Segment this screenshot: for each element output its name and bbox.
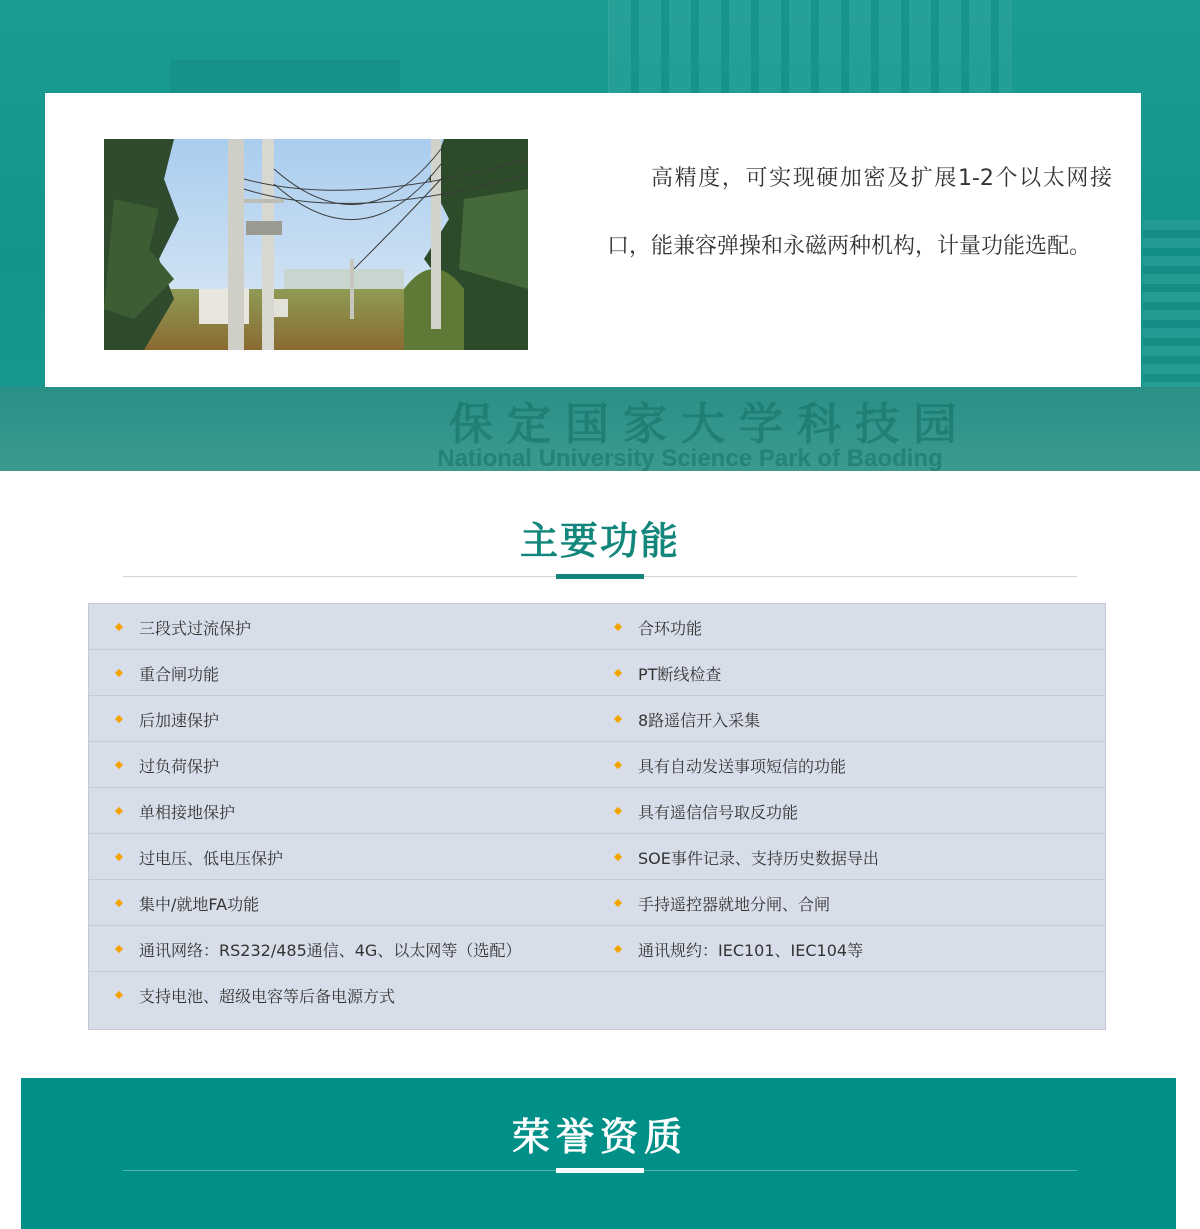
background-building xyxy=(1143,220,1200,390)
feature-item xyxy=(115,696,219,742)
table-row xyxy=(89,696,1105,742)
feature-label: 单相接地保护 xyxy=(139,802,236,822)
feature-label: SOE事件记录、支持历史数据导出 xyxy=(638,848,879,868)
background-sign-en: National University Science Park of Baoding xyxy=(437,445,943,471)
intro-card xyxy=(45,93,1141,387)
feature-label: 合环功能 xyxy=(638,618,703,638)
feature-item xyxy=(614,604,702,650)
feature-label: 通讯规约：IEC101、IEC104等 xyxy=(638,940,864,960)
feature-table xyxy=(88,603,1106,1030)
features-title: 主要功能 xyxy=(519,519,680,563)
feature-label: 具有遥信信号取反功能 xyxy=(638,802,799,822)
feature-label: 手持遥控器就地分闸、合闸 xyxy=(638,894,831,914)
diamond-bullet-icon xyxy=(614,669,622,677)
feature-label: PT断线检查 xyxy=(638,664,722,684)
feature-label: 重合闸功能 xyxy=(139,664,220,684)
feature-item xyxy=(614,880,830,926)
diamond-bullet-icon xyxy=(115,715,123,723)
diamond-bullet-icon xyxy=(614,807,622,815)
diamond-bullet-icon xyxy=(614,945,622,953)
background-building xyxy=(608,0,1012,95)
diamond-bullet-icon xyxy=(115,945,123,953)
table-row xyxy=(89,788,1105,834)
feature-label: 后加速保护 xyxy=(139,710,220,730)
honors-title-underline xyxy=(556,1168,644,1173)
background-sign-cn: 保定国家大学科技园 xyxy=(449,399,971,450)
diamond-bullet-icon xyxy=(115,853,123,861)
feature-label: 支持电池、超级电容等后备电源方式 xyxy=(139,986,396,1006)
feature-item xyxy=(614,834,879,880)
diamond-bullet-icon xyxy=(614,853,622,861)
feature-item xyxy=(614,650,721,696)
feature-item xyxy=(614,788,798,834)
diamond-bullet-icon xyxy=(115,623,123,631)
feature-label: 三段式过流保护 xyxy=(139,618,252,638)
feature-label: 集中/就地FA功能 xyxy=(139,894,260,914)
diamond-bullet-icon xyxy=(614,715,622,723)
feature-item xyxy=(115,742,219,788)
feature-item xyxy=(614,742,846,788)
feature-label: 过负荷保护 xyxy=(139,756,220,776)
intro-description: 高精度，可实现硬加密及扩展1-2个以太网接口，能兼容弹操和永磁两种机构，计量功能选配。 xyxy=(607,166,1112,259)
features-title-underline xyxy=(556,574,644,579)
diamond-bullet-icon xyxy=(614,899,622,907)
table-row xyxy=(89,834,1105,880)
diamond-bullet-icon xyxy=(115,807,123,815)
feature-label: 通讯网络：RS232/485通信、4G、以太网等（选配） xyxy=(139,940,522,960)
feature-item xyxy=(115,604,251,650)
hero-banner xyxy=(0,0,1200,471)
feature-item xyxy=(115,788,235,834)
feature-item xyxy=(115,972,395,1018)
diamond-bullet-icon xyxy=(614,761,622,769)
table-row xyxy=(89,742,1105,788)
table-row xyxy=(89,880,1105,926)
feature-item xyxy=(115,926,521,972)
feature-label: 具有自动发送事项短信的功能 xyxy=(638,756,847,776)
diamond-bullet-icon xyxy=(115,761,123,769)
feature-item xyxy=(115,650,219,696)
power-pole-photo xyxy=(104,139,528,350)
power-pole-photo-art xyxy=(104,139,528,350)
diamond-bullet-icon xyxy=(614,623,622,631)
feature-label: 过电压、低电压保护 xyxy=(139,848,284,868)
feature-item xyxy=(115,880,259,926)
feature-label: 8路遥信开入采集 xyxy=(638,710,761,730)
feature-item xyxy=(614,926,863,972)
diamond-bullet-icon xyxy=(115,991,123,999)
table-row xyxy=(89,926,1105,972)
diamond-bullet-icon xyxy=(115,899,123,907)
table-row xyxy=(89,972,1105,1018)
background-building xyxy=(170,60,400,95)
feature-item xyxy=(614,696,760,742)
diamond-bullet-icon xyxy=(115,669,123,677)
honors-title: 荣誉资质 xyxy=(511,1115,688,1159)
feature-item xyxy=(115,834,283,880)
table-row xyxy=(89,604,1105,650)
table-row xyxy=(89,650,1105,696)
